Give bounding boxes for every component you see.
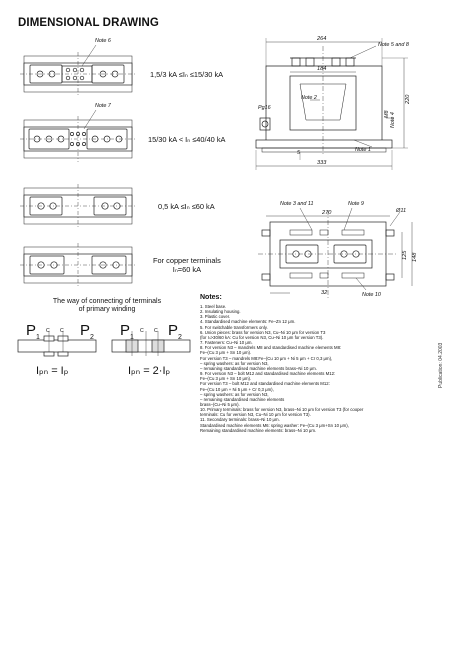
notes-heading: Notes: <box>200 294 222 301</box>
note-line: Remaining standardised machine elements: brass–Ni 10 μm. <box>200 427 317 433</box>
connecting-title-line-1: The way of connecting of terminals <box>52 298 162 305</box>
note-line: 11. Secondary terminals: brass–Ni 10 μm. <box>200 417 280 423</box>
copper-line-1: For copper terminals <box>153 256 221 265</box>
note-line: – remaining standardised machine elements brass–Ni 10 μm. <box>200 365 317 371</box>
note-line: (for Iₙ>30/60 kA: Cu for version N3, Cu–Ni 10 μm for version T3). <box>200 334 324 340</box>
note-line: 1. Steel base. <box>200 304 227 309</box>
note-line: Standardised machine elements M6: spring washer: Fe–(Cu 3 μm+Sn 10 μm), <box>200 422 349 428</box>
dim-270: 270 <box>322 210 332 216</box>
c2-label-right: C <box>154 328 158 334</box>
note-5-8-label: Note 5 and 8 <box>378 42 409 48</box>
note-line: – remaining standardised machine elements <box>200 396 285 402</box>
note-3-11-label: Note 3 and 11 <box>280 201 314 207</box>
formula-double: Iₚₙ = 2·Iₚ <box>128 365 171 377</box>
p2-label-right: $P_2$ <box>168 322 182 341</box>
rating-2: 15/30 kA < Iₙ ≤40/40 kA <box>148 135 226 144</box>
dim-148: 148 <box>412 252 418 262</box>
dim-264: 264 <box>317 36 327 42</box>
dim-hole-11: Ø11 <box>396 208 407 214</box>
note-line: – spring washers: as for version N3, <box>200 360 269 366</box>
note-line: 10. Primary terminals: brass for version N3, brass–Ni 10 μm for version T3 (for cooper <box>200 407 364 413</box>
note-line: 9. For version N3 – bolt M12 and standardised machine elements M12: <box>200 371 336 377</box>
copper-line-2: Iₙ=60 kA <box>172 265 201 274</box>
note-7-label: Note 7 <box>95 103 111 109</box>
terminal-variant-copper <box>20 243 136 287</box>
note-line: 8. For version N3 – mandrels M8 and standardised machine elements M8: <box>200 345 342 351</box>
connecting-title <box>32 298 182 314</box>
publication-date: Publication: 04.2003 <box>438 342 444 388</box>
note-line: For version T3 – mandrels M8:Fe–(Cu 10 μm + Ni 5 μm + Cr 0,3 μm), <box>200 355 333 361</box>
note-line: For version T3 – bolt M12 and standardised machine elements M12: <box>200 381 330 387</box>
rating-1: 1,5/3 kA ≤Iₙ ≤15/30 kA <box>150 70 224 79</box>
note-2-label: Note 2 <box>301 95 317 101</box>
terminal-variant-3 <box>20 184 136 228</box>
page-title: DIMENSIONAL DRAWING <box>18 17 159 29</box>
c1-label-right: C <box>140 328 144 334</box>
dim-220: 220 <box>405 94 411 104</box>
copper-terminal-rating <box>153 256 221 274</box>
dim-333: 333 <box>317 160 327 166</box>
note-10-label: Note 10 <box>362 292 381 298</box>
note-9-label: Note 9 <box>348 201 364 207</box>
note-1-label: Note 1 <box>355 147 371 153</box>
c1-label-left: C <box>46 328 50 334</box>
note-line: – spring washers: as for version N3, <box>200 391 269 397</box>
dim-5: 5 <box>297 150 301 156</box>
dim-125: 125 <box>402 250 408 260</box>
dim-184: 184 <box>317 66 327 72</box>
p2-label-left: $P_2$ <box>80 322 94 341</box>
note-line: 7. Fasteners: Cu–Ni 10 μm. <box>200 340 253 346</box>
note-line: 5. For switchable transformers only. <box>200 324 268 330</box>
pg16-label: Pg16 <box>258 105 271 111</box>
note-line: brass–(Cu–Ni 5 μm). <box>200 401 240 407</box>
note-line: 2. Insulating housing. <box>200 309 241 315</box>
notes-list <box>200 304 445 433</box>
dim-32: 32 <box>321 290 328 296</box>
m8-label: M8 <box>384 110 390 118</box>
rating-3: 0,5 kA ≤Iₙ ≤60 kA <box>158 202 215 211</box>
note-line: 6. Union pieces: brass for version N3, Cu–Ni 10 μm for version T3 <box>200 329 326 335</box>
c2-label-left: C <box>60 328 64 334</box>
connecting-title-line-2: of primary winding <box>78 306 136 313</box>
side-view-drawing <box>256 38 408 170</box>
note-line: Fe–(Cu 10 μm + Ni 5 μm + Cr 0,3 μm), <box>200 386 274 392</box>
p1-label-right: $P_1$ <box>120 322 134 341</box>
note-line: 3. Plastic cover. <box>200 314 231 320</box>
terminal-variant-2 <box>20 110 136 162</box>
note-line: terminals: Cu for version N3, Cu–Ni 10 μm for version T3). <box>200 412 311 418</box>
note-line: 4. Standardised machine elements: Fe–Zn 12 μm. <box>200 319 296 325</box>
note-line: Fe–(Cu 3 μm + Sn 10 μm). <box>200 376 252 382</box>
formula-single: Iₚₙ = Iₚ <box>36 365 69 377</box>
note-6-label: Note 6 <box>95 38 111 44</box>
top-view-drawing <box>258 208 412 298</box>
p1-label-left: $P_1$ <box>26 322 40 341</box>
terminal-variant-1 <box>20 45 136 96</box>
note-line: Fe–(Cu 3 μm + Sn 10 μm). <box>200 350 252 356</box>
note-4-label: Note 4 <box>390 112 396 128</box>
